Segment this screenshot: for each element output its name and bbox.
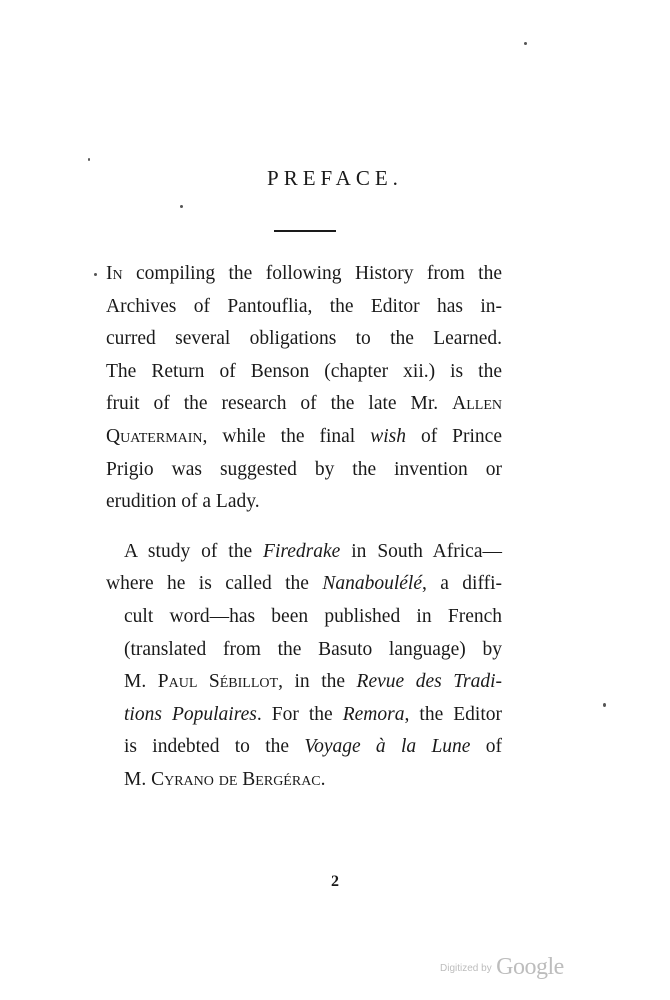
italic-wish: wish xyxy=(370,425,406,447)
text-span: where he is called the xyxy=(106,573,323,595)
paragraph-2 xyxy=(106,536,502,797)
text-span: , the Editor xyxy=(404,703,502,725)
scan-speck xyxy=(180,205,183,208)
text-span: in South Africa— xyxy=(340,540,502,562)
name-quatermain: Quatermain xyxy=(106,425,203,447)
italic-revue-a: Revue des Tradi- xyxy=(356,671,503,693)
text-span: compiling the following History from the xyxy=(136,263,502,284)
text-line xyxy=(106,666,502,699)
scan-speck xyxy=(524,42,527,45)
text-line xyxy=(106,731,502,764)
text-line xyxy=(106,568,502,601)
text-span: , while the final xyxy=(202,425,371,447)
heading-rule xyxy=(274,230,336,232)
page-heading: PREFACE. xyxy=(267,166,403,190)
text-span: M. xyxy=(124,768,152,790)
text-line: erudition of a Lady. xyxy=(106,491,260,513)
text-line xyxy=(106,388,502,421)
text-line: Archives of Pantouflia, the Editor has in- xyxy=(106,295,502,317)
text-span: . xyxy=(320,768,326,790)
text-line: The Return of Benson (chapter xii.) is the xyxy=(106,360,502,382)
scan-speck xyxy=(94,273,97,276)
text-line xyxy=(106,699,502,732)
text-span: , in the xyxy=(278,671,357,693)
text-line xyxy=(106,536,502,569)
name-cyrano: Cyrano de Bergérac xyxy=(151,768,321,790)
text-line: (translated from the Basuto language) by xyxy=(124,638,502,660)
paragraph-1 xyxy=(106,258,502,519)
text-line xyxy=(106,764,502,797)
name-allen: Allen xyxy=(452,393,502,415)
watermark-digitized-text: Digitized by xyxy=(440,963,492,974)
text-span: , a diffi- xyxy=(422,573,503,595)
text-span: of Prince xyxy=(405,425,502,447)
preface-body xyxy=(106,258,502,797)
text-span: of xyxy=(470,736,502,758)
text-span: A study of the xyxy=(124,540,264,562)
italic-nanaboulele: Nanaboulélé xyxy=(322,573,422,595)
scan-speck xyxy=(603,703,606,707)
italic-remora: Remora xyxy=(342,703,405,725)
text-span: fruit of the research of the late Mr. xyxy=(106,393,453,415)
text-line: curred several obligations to the Learned. xyxy=(106,328,502,350)
text-line: cult word—has been published in French xyxy=(124,605,502,627)
dropcap-word: In xyxy=(106,263,123,284)
name-paul-sebillot: Paul Sébillot xyxy=(157,671,279,693)
text-span: . For the xyxy=(256,703,343,725)
digitized-watermark xyxy=(440,954,564,981)
italic-firedrake: Firedrake xyxy=(263,540,341,562)
text-line xyxy=(106,421,502,454)
text-span: M. xyxy=(124,671,158,693)
italic-voyage: Voyage à la Lune xyxy=(304,736,471,758)
scan-speck xyxy=(88,158,90,161)
page-number: 2 xyxy=(331,873,339,890)
watermark-brand-logo: Google xyxy=(496,954,564,980)
text-line: Prigio was suggested by the invention or xyxy=(106,458,502,480)
italic-revue-b: tions Populaires xyxy=(124,703,257,725)
text-span: is indebted to the xyxy=(124,736,305,758)
text-line xyxy=(106,258,502,291)
